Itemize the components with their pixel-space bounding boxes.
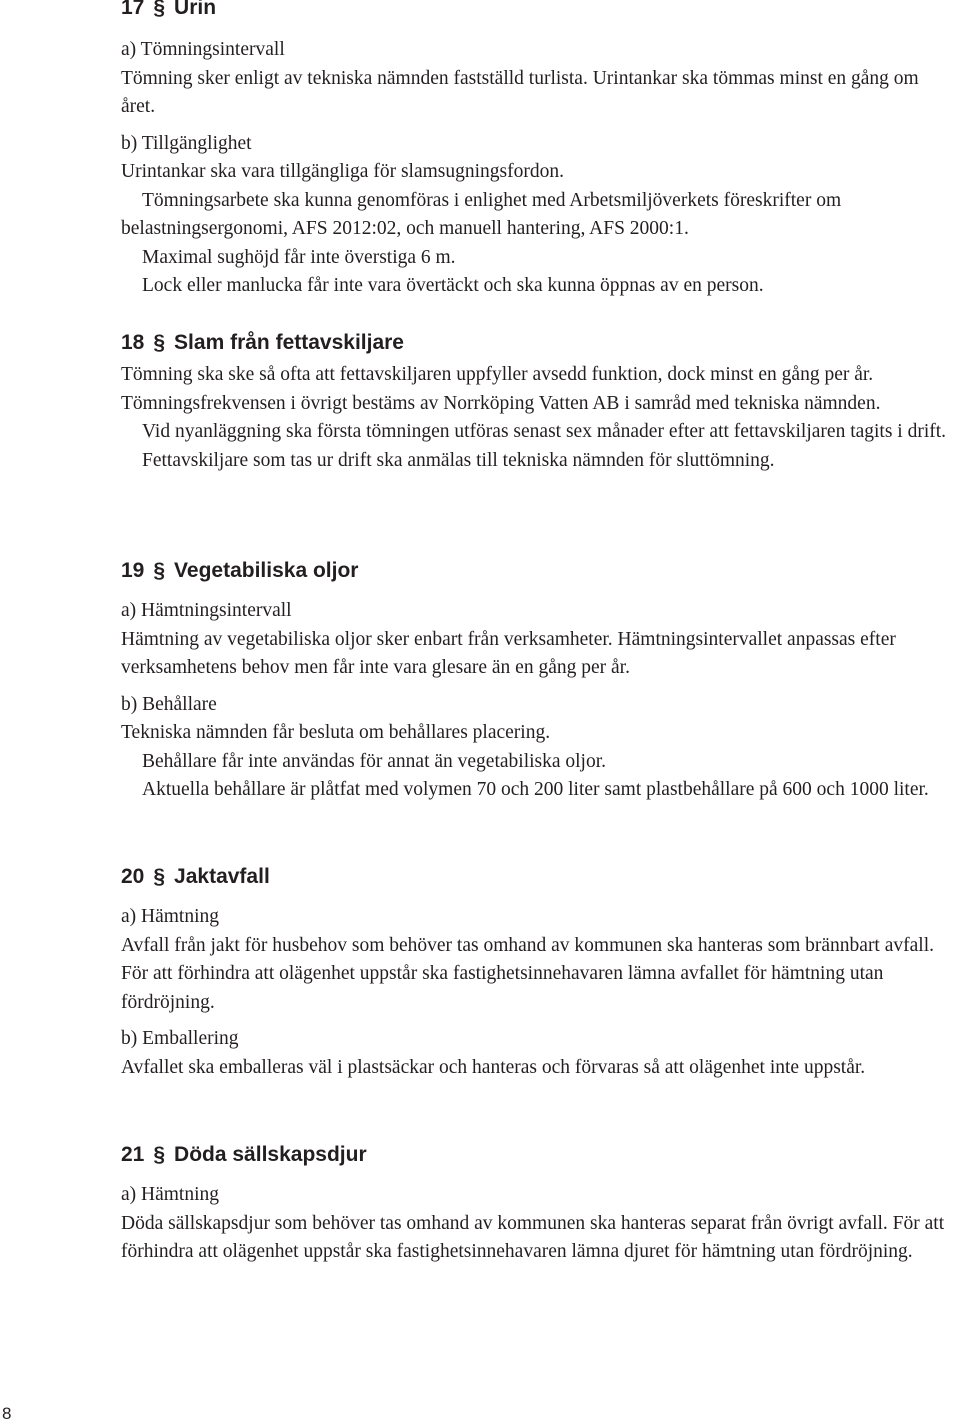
- paragraph: Lock eller manlucka får inte vara övertäckt och ska kunna öppnas av en person.: [142, 275, 764, 296]
- section-17: [121, 0, 957, 21]
- subheading: a) Hämtningsintervall: [121, 600, 292, 621]
- section-20: [121, 864, 957, 890]
- paragraph: Fettavskiljare som tas ur drift ska anmälas till tekniska nämnden för sluttömning.: [142, 449, 775, 471]
- paragraph: Avfallet ska emballeras väl i plastsäckar och hanteras och förvaras så att olägenhet inte uppstår.: [121, 1056, 866, 1078]
- paragraph: Hämtning av vegetabiliska oljor sker enbart från verksamheter. Hämtningsintervallet anpassas efter verksamhetens behov men får inte vara glesare än en gång per år.: [121, 628, 896, 678]
- section-number: 19: [121, 559, 145, 582]
- paragraph: Tömning ska ske så ofta att fettavskiljaren uppfyller avsedd funktion, dock minst en gång per år. Tömningsfrekvensen i övrigt bestäms av Norrköping Vatten AB i samråd med tekniska nämnden.: [121, 364, 881, 414]
- section-number: 20: [121, 865, 145, 888]
- section-symbol: §: [153, 331, 166, 354]
- section-19: [121, 558, 957, 584]
- section-21: [121, 1142, 957, 1168]
- section-symbol: §: [153, 559, 166, 582]
- paragraph: Urintankar ska vara tillgängliga för slamsugningsfordon.: [121, 161, 564, 182]
- section-symbol: §: [153, 865, 166, 888]
- paragraph: Döda sällskapsdjur som behöver tas omhand av kommunen ska hanteras separat från övrigt avfall. För att förhindra att olägenhet uppstår ska fastighetsinnehavaren lämna djuret för hämtning utan fördröjning.: [121, 1212, 945, 1262]
- section-title: Vegetabiliska oljor: [174, 559, 359, 582]
- subheading: a) Hämtning: [121, 906, 220, 927]
- paragraph: Behållare får inte användas för annat än vegetabiliska oljor.: [142, 750, 607, 772]
- paragraph: Vid nyanläggning ska första tömningen utföras senast sex månader efter att fettavskiljaren tagits i drift.: [142, 421, 947, 442]
- paragraph: Maximal sughöjd får inte överstiga 6 m.: [142, 246, 456, 268]
- paragraph: Tömning sker enligt av tekniska nämnden fastställd turlista. Urintankar ska tömmas minst en gång om året.: [121, 67, 919, 117]
- section-heading: [121, 330, 957, 356]
- section-symbol: §: [153, 1143, 166, 1166]
- page-number: 8: [2, 1404, 12, 1423]
- section-heading: [121, 0, 957, 21]
- subheading: b) Tillgänglighet: [121, 132, 252, 154]
- paragraph: Aktuella behållare är plåtfat med volymen 70 och 200 liter samt plastbehållare på 600 och 1000 liter.: [142, 779, 929, 800]
- section-title: Urin: [174, 0, 217, 19]
- section-number: 18: [121, 331, 145, 354]
- section-heading: [121, 558, 957, 584]
- subheading: a) Tömningsintervall: [121, 39, 285, 60]
- section-number: 21: [121, 1143, 145, 1166]
- paragraph: Tekniska nämnden får besluta om behållares placering.: [121, 722, 551, 743]
- paragraph: Tömningsarbete ska kunna genomföras i enlighet med Arbetsmiljöverkets föreskrifter om belastningsergonomi, AFS 2012:02, och manuell hantering, AFS 2000:1.: [121, 189, 842, 239]
- section-title: Jaktavfall: [174, 865, 270, 888]
- section-18: [121, 330, 957, 356]
- section-number: 17: [121, 0, 145, 19]
- section-title: Slam från fettavskiljare: [174, 331, 404, 354]
- section-title: Döda sällskapsdjur: [174, 1143, 367, 1166]
- section-symbol: §: [153, 0, 166, 19]
- section-heading: [121, 1142, 957, 1168]
- subheading: a) Hämtning: [121, 1184, 220, 1205]
- section-heading: [121, 864, 957, 890]
- subheading: b) Behållare: [121, 693, 217, 715]
- paragraph: Avfall från jakt för husbehov som behöver tas omhand av kommunen ska hanteras som brännbart avfall. För att förhindra att olägenhet uppstår ska fastighetsinnehavaren lämna avfallet för hämtning utan fördröjning.: [121, 934, 934, 1013]
- subheading: b) Emballering: [121, 1028, 239, 1049]
